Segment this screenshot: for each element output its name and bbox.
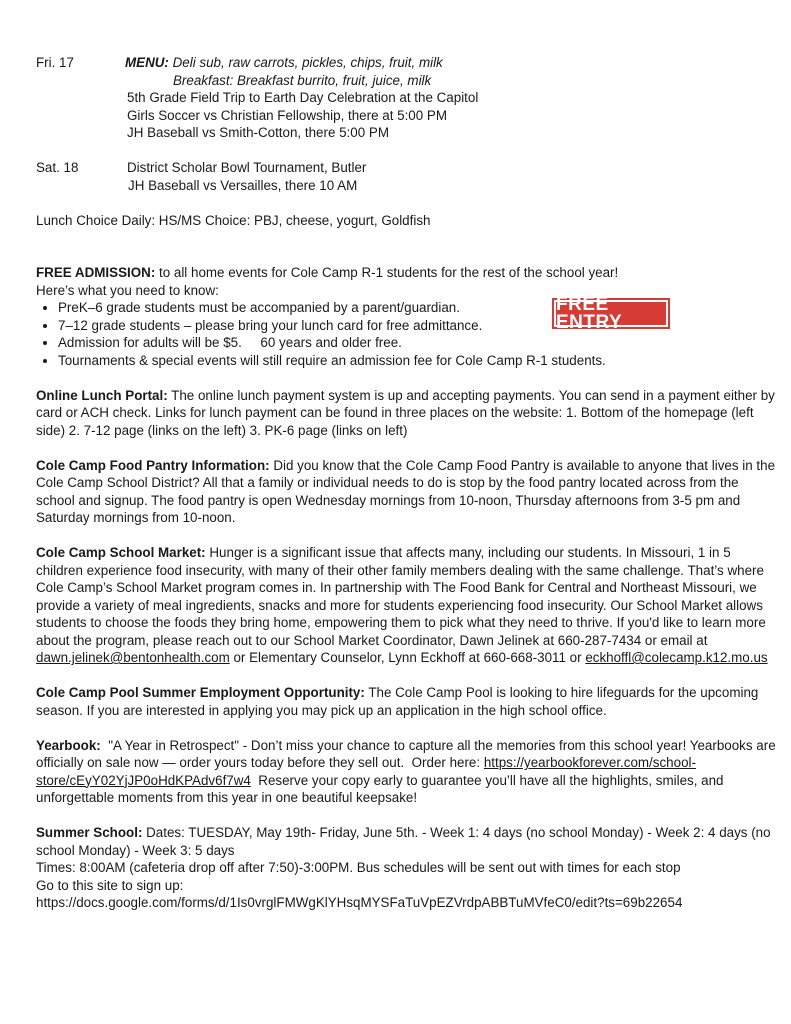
list-item: • Tournaments & special events will still require an admission fee for Cole Camp R-1 students.: [58, 352, 776, 370]
lunch-portal-section: Online Lunch Portal: The online lunch payment system is up and accepting payments. You can send in a payment either by card or ACH check. Links for lunch payment can be found in three places on the website: 1. Bottom of the homepage (left side) 2. 7-12 page (links on the left) 3. PK-6 page (links on left): [36, 387, 775, 438]
yearbook-section: Yearbook: "A Year in Retrospect" - Don’t miss your chance to capture all the memories from this school year! Yearbooks are officially on sale now — order yours today before they sell out. Order here: https://yearbookforever.com/school-store/cEyY02YjJP0oHdKPAdv6f7w4 Reserve your copy early to guarantee you’ll have all the highlights, smiles, and unforgettable moments from this year in one beautiful keepsake!: [36, 737, 780, 805]
summer-school-section: Summer School: Dates: TUESDAY, May 19th- Friday, June 5th. - Week 1: 4 days (no school Monday) - Week 2: 4 days (no school Monday) - Week 3: 5 days: [36, 825, 771, 858]
saturday-event: District Scholar Bowl Tournament, Butler: [127, 160, 367, 175]
free-entry-text: FREE ENTRY: [556, 302, 666, 325]
friday-day: Fri. 17: [36, 55, 74, 70]
summer-school-times: Times: 8:00AM (cafeteria drop off after 7:50)-3:00PM. Bus schedules will be sent out with times for each stop: [36, 860, 681, 875]
food-pantry-section: Cole Camp Food Pantry Information: Did you know that the Cole Camp Food Pantry is available to anyone that lives in the Cole Camp School District? All that a family or individual needs to do is stop by the food pantry located across from the school and signup. The food pantry is open Wednesday mornings from 10-noon, Thursday afternoons from 3-5 pm and Saturday mornings from 10-noon.: [36, 457, 776, 525]
friday-menu-row: [36, 54, 776, 72]
summer-school-url: https://docs.google.com/forms/d/1Is0vrglFMWgKlYHsqMYSFaTuVpEZVrdpABBTuMVfeC0/edit?ts=69b22654: [36, 895, 683, 910]
friday-event: JH Baseball vs Smith-Cotton, there 5:00 PM: [127, 125, 389, 140]
school-market-section: Cole Camp School Market: Hunger is a significant issue that affects many, including our students. In Missouri, 1 in 5 children experience food insecurity, with many of their other family members dealing with the same challenge. That’s where Cole Camp’s School Market program comes in. In partnership with The Food Bank for Central and Northeast Missouri, we provide a variety of meal ingredients, snacks and more for students experiencing food insecurity. Our School Market allows students to choose the foods they bring home, empowering them to pick what they need to thrive. If you'd like to learn more about the program, please reach out to our School Market Coordinator, Dawn Jelinek at 660-287-7434 or email at dawn.jelinek@bentonhealth.com or Elementary Counselor, Lynn Eckhoff at 660-668-3011 or eckhoffl@colecamp.k12.mo.us: [36, 545, 768, 665]
free-entry-badge: [552, 294, 670, 333]
saturday-row: [36, 159, 776, 177]
free-admission-section: FREE ADMISSION: to all home events for Cole Camp R-1 students for the rest of the school year!: [36, 265, 619, 280]
menu-label: MENU:: [125, 55, 169, 70]
saturday-event: JH Baseball vs Versailles, there 10 AM: [128, 177, 358, 193]
friday-menu: Deli sub, raw carrots, pickles, chips, fruit, milk: [172, 55, 443, 70]
email-link-dawn[interactable]: dawn.jelinek@bentonhealth.com: [36, 650, 230, 665]
saturday-day: Sat. 18: [36, 160, 79, 175]
friday-breakfast: Breakfast: Breakfast burrito, fruit, juice, milk: [173, 72, 432, 88]
list-item: • PreK–6 grade students must be accompanied by a parent/guardian.: [58, 299, 776, 317]
friday-event: 5th Grade Field Trip to Earth Day Celebration at the Capitol: [127, 90, 479, 105]
summer-school-signup: Go to this site to sign up:: [36, 877, 184, 893]
lunch-choice: Lunch Choice Daily: HS/MS Choice: PBJ, cheese, yogurt, Goldfish: [36, 212, 431, 228]
pool-section: Cole Camp Pool Summer Employment Opportunity: The Cole Camp Pool is looking to hire lifeguards for the upcoming season. If you are interested in applying you may pick up an application in the high school office.: [36, 685, 759, 718]
list-item: • Admission for adults will be $5. 60 years and older free.: [58, 334, 776, 352]
free-admission-intro: Here’s what you need to know:: [36, 282, 219, 298]
email-link-lynn[interactable]: eckhoffl@colecamp.k12.mo.us: [585, 650, 768, 665]
newsletter-page: [36, 54, 780, 912]
friday-event: Girls Soccer vs Christian Fellowship, there at 5:00 PM: [127, 107, 448, 123]
free-admission-label: FREE ADMISSION:: [36, 265, 156, 280]
yearbook-link[interactable]: https://yearbookforever.com/school-store/cEyY02YjJP0oHdKPAdv6f7w4: [36, 755, 696, 788]
friday-breakfast-row: [36, 72, 776, 90]
list-item: • 7–12 grade students – please bring your lunch card for free admittance.: [58, 317, 776, 335]
